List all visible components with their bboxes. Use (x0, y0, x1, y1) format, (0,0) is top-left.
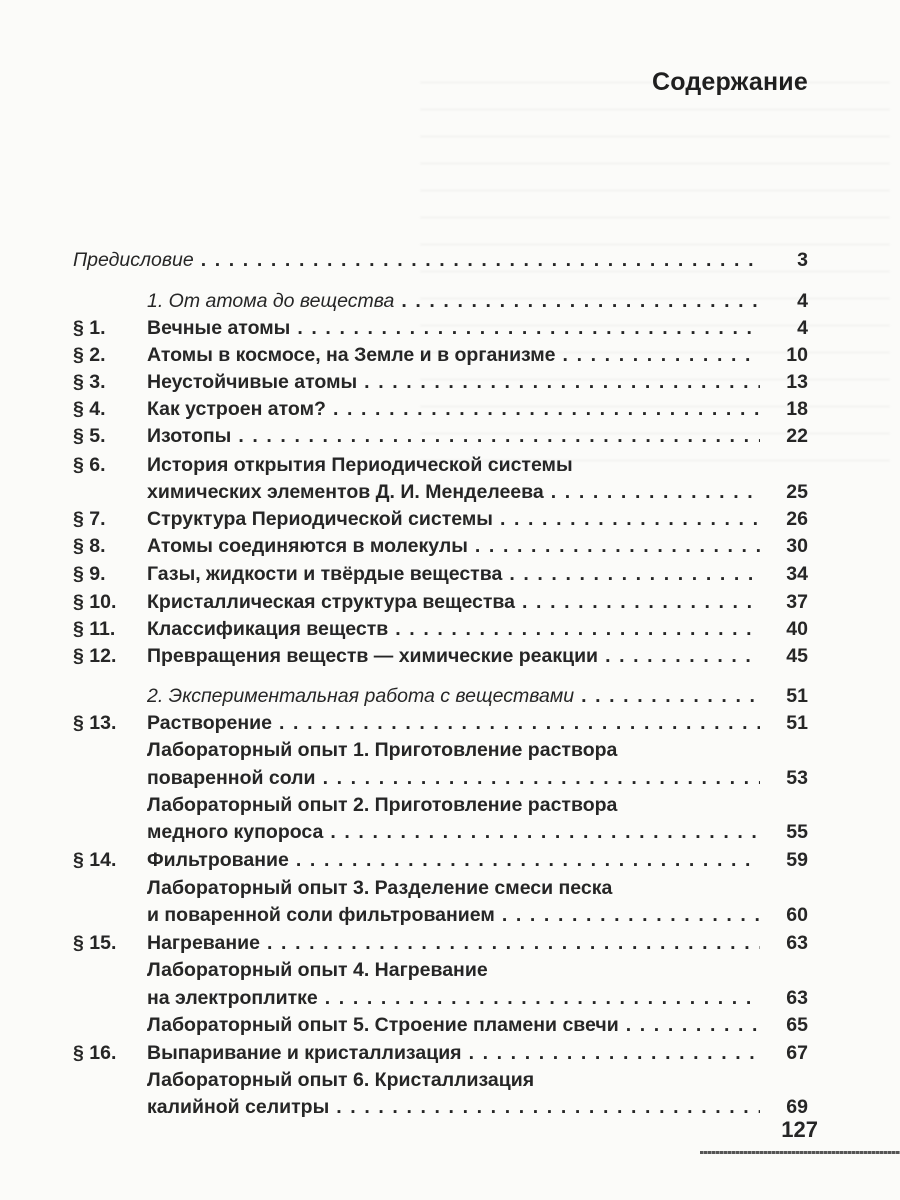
toc-lab-1[interactable] (0, 736, 900, 764)
toc-entry-page: 40 (786, 618, 808, 640)
toc-entry-12[interactable] (0, 642, 900, 670)
toc-entry-page: 3 (797, 249, 808, 271)
toc-lab-1-continued[interactable] (0, 764, 900, 792)
toc-entry-number: § 5. (73, 425, 106, 447)
toc-entry-page: 25 (786, 481, 808, 503)
toc-entry-label: Кристаллическая структура вещества . . . (147, 588, 760, 616)
toc-entry-label: Классификация веществ . . . (147, 615, 760, 643)
toc-entry-14[interactable] (0, 846, 900, 874)
toc-entry-number: § 2. (73, 344, 106, 366)
toc-lab-3[interactable] (0, 874, 900, 902)
toc-entry-label: Газы, жидкости и твёрдые вещества . . . (147, 560, 760, 588)
toc-chapter-2[interactable] (0, 682, 900, 710)
toc-entry-16[interactable] (0, 1039, 900, 1067)
toc-entry-13[interactable] (0, 709, 900, 737)
toc-entry-page: 53 (786, 767, 808, 789)
toc-entry-number: § 12. (73, 645, 117, 667)
toc-entry-label-continued: химических элементов Д. И. Менделеева . . . (147, 478, 760, 506)
toc-entry-number: § 15. (73, 932, 117, 954)
toc-entry-10[interactable] (0, 588, 900, 616)
toc-entry-page: 51 (786, 685, 808, 707)
toc-entry-page: 51 (786, 712, 808, 734)
toc-entry-page: 10 (786, 344, 808, 366)
toc-entry-label-continued: медного купороса . . . (147, 818, 760, 846)
toc-lab-2[interactable] (0, 791, 900, 819)
toc-entry-label: Лабораторный опыт 5. Строение пламени свечи . . . (147, 1011, 760, 1039)
toc-lab-4-continued[interactable] (0, 984, 900, 1012)
toc-entry-number: § 13. (73, 712, 117, 734)
toc-entry-label-continued: калийной селитры . . . (147, 1093, 760, 1121)
toc-entry-number: § 6. (73, 454, 106, 476)
toc-entry-label: Фильтрование . . . (147, 846, 760, 874)
footer-rule (700, 1151, 900, 1154)
toc-entry-8[interactable] (0, 532, 900, 560)
toc-entry-page: 45 (786, 645, 808, 667)
toc-chapter-label: 1. От атома до вещества . . . (147, 287, 760, 315)
toc-entry-6[interactable] (0, 451, 900, 479)
toc-entry-label: Изотопы . . . (147, 422, 760, 450)
toc-entry-label: Лабораторный опыт 4. Нагревание (147, 959, 488, 981)
toc-entry-5[interactable] (0, 422, 900, 450)
page-number: 127 (781, 1117, 818, 1142)
toc-entry-number: § 11. (73, 618, 116, 640)
toc-entry-1[interactable] (0, 314, 900, 342)
toc-entry-number: § 9. (73, 563, 106, 585)
toc-entry-label-continued: на электроплитке . . . (147, 984, 760, 1012)
toc-chapter-1[interactable] (0, 287, 900, 315)
toc-entry-page: 13 (786, 371, 808, 393)
toc-entry-4[interactable] (0, 395, 900, 423)
toc-entry-label: Лабораторный опыт 6. Кристаллизация (147, 1069, 535, 1091)
toc-entry-2[interactable] (0, 341, 900, 369)
toc-entry-page: 30 (786, 535, 808, 557)
toc-entry-number: § 1. (73, 317, 106, 339)
toc-entry-number: § 7. (73, 508, 106, 530)
toc-entry-page: 37 (786, 591, 808, 613)
toc-entry-preface[interactable] (0, 246, 900, 274)
toc-entry-label: Предисловие . . . (73, 246, 760, 274)
toc-entry-page: 63 (786, 987, 808, 1009)
toc-entry-label-continued: поваренной соли . . . (147, 764, 760, 792)
toc-entry-page: 60 (786, 904, 808, 926)
toc-entry-label: Как устроен атом? . . . (147, 395, 760, 423)
toc-entry-page: 4 (797, 290, 808, 312)
toc-entry-page: 26 (786, 508, 808, 530)
toc-entry-label: Лабораторный опыт 2. Приготовление раствора (147, 794, 618, 816)
toc-entry-label: История открытия Периодической системы (147, 454, 573, 476)
toc-entry-page: 69 (786, 1096, 808, 1118)
toc-entry-page: 67 (786, 1042, 808, 1064)
toc-entry-number: § 14. (73, 849, 117, 871)
toc-lab-6-continued[interactable] (0, 1093, 900, 1121)
toc-lab-5[interactable] (0, 1011, 900, 1039)
toc-entry-number: § 8. (73, 535, 106, 557)
toc-entry-page: 34 (786, 563, 808, 585)
toc-entry-label: Нагревание . . . (147, 929, 760, 957)
toc-entry-page: 4 (797, 317, 808, 339)
page-title: Содержание (651, 68, 808, 96)
toc-entry-page: 63 (786, 932, 808, 954)
toc-entry-page: 55 (786, 821, 808, 843)
toc-lab-6[interactable] (0, 1066, 900, 1094)
toc-entry-number: § 10. (73, 591, 117, 613)
toc-entry-11[interactable] (0, 615, 900, 643)
toc-entry-page: 22 (786, 425, 808, 447)
toc-entry-label: Выпаривание и кристаллизация . . . (147, 1039, 760, 1067)
toc-entry-7[interactable] (0, 505, 900, 533)
toc-entry-label: Атомы в космосе, на Земле и в организме . . . (147, 341, 760, 369)
toc-entry-label: Структура Периодической системы . . . (147, 505, 760, 533)
toc-entry-number: § 3. (73, 371, 106, 393)
toc-entry-15[interactable] (0, 929, 900, 957)
toc-entry-page: 18 (786, 398, 808, 420)
toc-entry-number: § 16. (73, 1042, 117, 1064)
toc-entry-number: § 4. (73, 398, 106, 420)
toc-lab-2-continued[interactable] (0, 818, 900, 846)
toc-entry-page: 65 (786, 1014, 808, 1036)
toc-lab-3-continued[interactable] (0, 901, 900, 929)
toc-entry-label: Превращения веществ — химические реакции . . . (147, 642, 760, 670)
toc-entry-page: 59 (786, 849, 808, 871)
toc-entry-label: Атомы соединяются в молекулы . . . (147, 532, 760, 560)
toc-entry-label: Неустойчивые атомы . . . (147, 368, 760, 396)
toc-lab-4[interactable] (0, 956, 900, 984)
toc-entry-6-continued[interactable] (0, 478, 900, 506)
toc-entry-label-continued: и поваренной соли фильтрованием . . . (147, 901, 760, 929)
toc-entry-label: Вечные атомы . . . (147, 314, 760, 342)
toc-entry-label: Растворение . . . (147, 709, 760, 737)
toc-entry-9[interactable] (0, 560, 900, 588)
toc-entry-3[interactable] (0, 368, 900, 396)
toc-entry-label: Лабораторный опыт 1. Приготовление раствора (147, 739, 618, 761)
toc-chapter-label: 2. Экспериментальная работа с веществами . . . (147, 682, 760, 710)
toc-entry-label: Лабораторный опыт 3. Разделение смеси песка (147, 877, 613, 899)
